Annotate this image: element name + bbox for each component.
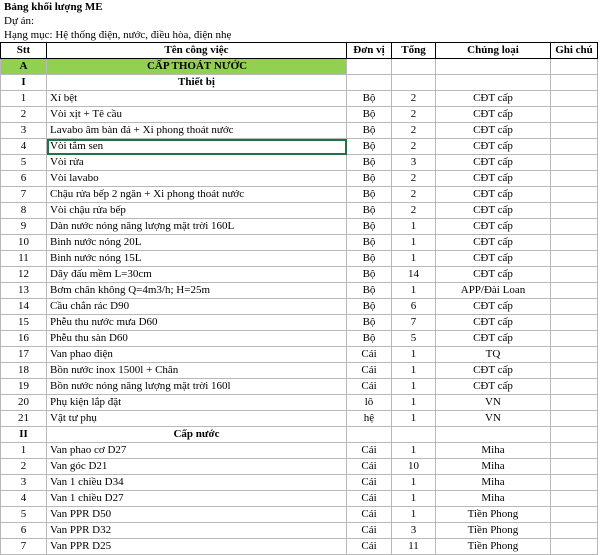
- cell-note[interactable]: [551, 379, 598, 395]
- cell-total[interactable]: 1: [392, 219, 436, 235]
- cell-note[interactable]: [551, 123, 598, 139]
- cell-note[interactable]: [551, 395, 598, 411]
- cell-total[interactable]: 6: [392, 299, 436, 315]
- cell-unit[interactable]: Bộ: [347, 283, 392, 299]
- table-row: [1, 539, 598, 555]
- cell-total[interactable]: 1: [392, 379, 436, 395]
- cell-stt[interactable]: 19: [1, 379, 47, 395]
- cell-stt[interactable]: 8: [1, 203, 47, 219]
- cell-unit[interactable]: Bộ: [347, 267, 392, 283]
- table-row: [1, 235, 598, 251]
- cell-stt[interactable]: 1: [1, 91, 47, 107]
- cell-unit[interactable]: hệ: [347, 411, 392, 427]
- cell-total[interactable]: 5: [392, 331, 436, 347]
- cell[interactable]: [392, 75, 436, 91]
- cell-type[interactable]: CĐT cấp: [436, 91, 551, 107]
- cell-total[interactable]: 1: [392, 347, 436, 363]
- cell-unit[interactable]: Cái: [347, 539, 392, 555]
- cell-stt[interactable]: 15: [1, 315, 47, 331]
- cell-stt[interactable]: 5: [1, 155, 47, 171]
- cell-name[interactable]: Bồn nước nóng năng lượng mặt trời 160l: [47, 379, 347, 395]
- col-header-total[interactable]: Tổng: [392, 43, 436, 59]
- cell-stt[interactable]: 7: [1, 187, 47, 203]
- cell-note[interactable]: [551, 443, 598, 459]
- table-row: [1, 139, 598, 155]
- section-a-row: [1, 59, 598, 75]
- cell-unit[interactable]: Cái: [347, 507, 392, 523]
- cell-stt[interactable]: 4: [1, 491, 47, 507]
- col-header-name[interactable]: Tên công việc: [47, 43, 347, 59]
- cell-note[interactable]: [551, 267, 598, 283]
- cell-stt[interactable]: 12: [1, 267, 47, 283]
- cell[interactable]: [436, 59, 551, 75]
- cell-stt[interactable]: 3: [1, 475, 47, 491]
- cell-type[interactable]: CĐT cấp: [436, 187, 551, 203]
- cell-total[interactable]: 1: [392, 395, 436, 411]
- cell-note[interactable]: [551, 171, 598, 187]
- cell-stt[interactable]: 17: [1, 347, 47, 363]
- table-row: [1, 491, 598, 507]
- table-row: [1, 107, 598, 123]
- cell[interactable]: [551, 59, 598, 75]
- cell-name[interactable]: Vòi tắm sen: [47, 139, 347, 155]
- cell-note[interactable]: [551, 459, 598, 475]
- cell-stt[interactable]: 1: [1, 443, 47, 459]
- cell-total[interactable]: 2: [392, 107, 436, 123]
- col-header-type[interactable]: Chủng loại: [436, 43, 551, 59]
- section-a-code[interactable]: A: [1, 59, 47, 75]
- cell-unit[interactable]: Bộ: [347, 331, 392, 347]
- cell-note[interactable]: [551, 523, 598, 539]
- cell-name[interactable]: Lavabo âm bàn đá + Xi phong thoát nước: [47, 123, 347, 139]
- table-row: [1, 315, 598, 331]
- cell-name[interactable]: Van phao điện: [47, 347, 347, 363]
- section-a-title[interactable]: CẤP THOÁT NƯỚC: [47, 59, 347, 75]
- cell[interactable]: [392, 427, 436, 443]
- cell[interactable]: [551, 75, 598, 91]
- cell-note[interactable]: [551, 203, 598, 219]
- cell-unit[interactable]: Cái: [347, 347, 392, 363]
- cell-type[interactable]: CĐT cấp: [436, 203, 551, 219]
- cell-name[interactable]: Cầu chắn rác D90: [47, 299, 347, 315]
- cell-name[interactable]: Van 1 chiều D34: [47, 475, 347, 491]
- cell-stt[interactable]: 6: [1, 171, 47, 187]
- table-row: [1, 459, 598, 475]
- cell-name[interactable]: Dàn nước nóng năng lượng mặt trời 160L: [47, 219, 347, 235]
- table-row: [1, 443, 598, 459]
- cell-unit[interactable]: Bộ: [347, 315, 392, 331]
- cell-note[interactable]: [551, 91, 598, 107]
- table-row: [1, 187, 598, 203]
- cell-note[interactable]: [551, 363, 598, 379]
- cell-note[interactable]: [551, 235, 598, 251]
- cell-name[interactable]: Van 1 chiều D27: [47, 491, 347, 507]
- cell-name[interactable]: Bình nước nóng 15L: [47, 251, 347, 267]
- cell-type[interactable]: CĐT cấp: [436, 139, 551, 155]
- cell-total[interactable]: 2: [392, 203, 436, 219]
- cell-type[interactable]: Miha: [436, 475, 551, 491]
- cell-name[interactable]: Vòi chậu rửa bếp: [47, 203, 347, 219]
- cell-unit[interactable]: Bộ: [347, 299, 392, 315]
- cell-total[interactable]: 1: [392, 491, 436, 507]
- cell-name[interactable]: Dây đấu mềm L=30cm: [47, 267, 347, 283]
- cell-unit[interactable]: Bộ: [347, 171, 392, 187]
- table-row: [1, 283, 598, 299]
- cell-type[interactable]: CĐT cấp: [436, 379, 551, 395]
- cell[interactable]: [347, 427, 392, 443]
- cell-stt[interactable]: 3: [1, 123, 47, 139]
- cell[interactable]: [392, 59, 436, 75]
- cell-unit[interactable]: Bộ: [347, 139, 392, 155]
- cell-type[interactable]: CĐT cấp: [436, 267, 551, 283]
- cell-name[interactable]: Van PPR D25: [47, 539, 347, 555]
- cell-type[interactable]: CĐT cấp: [436, 155, 551, 171]
- table-row: [1, 251, 598, 267]
- cell-stt[interactable]: 16: [1, 331, 47, 347]
- cell-unit[interactable]: Cái: [347, 443, 392, 459]
- cell-unit[interactable]: Bộ: [347, 251, 392, 267]
- cell-stt[interactable]: 2: [1, 107, 47, 123]
- column-header-row: [1, 43, 598, 59]
- table-row: [1, 507, 598, 523]
- table-row: [1, 475, 598, 491]
- group-1-row: [1, 75, 598, 91]
- cell-total[interactable]: 3: [392, 523, 436, 539]
- table-row: [1, 91, 598, 107]
- cell-type[interactable]: TQ: [436, 347, 551, 363]
- cell-total[interactable]: 2: [392, 187, 436, 203]
- cell-type[interactable]: Miha: [436, 443, 551, 459]
- cell-name[interactable]: Phễu thu nước mưa D60: [47, 315, 347, 331]
- cell-total[interactable]: 2: [392, 91, 436, 107]
- cell-unit[interactable]: Bộ: [347, 91, 392, 107]
- cell-stt[interactable]: 10: [1, 235, 47, 251]
- cell-unit[interactable]: lô: [347, 395, 392, 411]
- cell-unit[interactable]: Cái: [347, 363, 392, 379]
- cell-note[interactable]: [551, 331, 598, 347]
- cell-type[interactable]: Tiền Phong: [436, 523, 551, 539]
- cell-name[interactable]: Vòi lavabo: [47, 171, 347, 187]
- cell-stt[interactable]: 18: [1, 363, 47, 379]
- cell[interactable]: [436, 75, 551, 91]
- group-1-code[interactable]: I: [1, 75, 47, 91]
- cell-name[interactable]: Van phao cơ D27: [47, 443, 347, 459]
- table-row: [1, 379, 598, 395]
- cell-type[interactable]: CĐT cấp: [436, 331, 551, 347]
- cell-name[interactable]: Van PPR D32: [47, 523, 347, 539]
- cell-type[interactable]: CĐT cấp: [436, 315, 551, 331]
- cell-total[interactable]: 1: [392, 475, 436, 491]
- cell-type[interactable]: Miha: [436, 491, 551, 507]
- cell-total[interactable]: 10: [392, 459, 436, 475]
- cell-total[interactable]: 1: [392, 283, 436, 299]
- table-row: [1, 395, 598, 411]
- cell-unit[interactable]: Cái: [347, 523, 392, 539]
- cell-name[interactable]: Vòi rửa: [47, 155, 347, 171]
- cell-unit[interactable]: Cái: [347, 475, 392, 491]
- table-row: [1, 331, 598, 347]
- cell-stt[interactable]: 9: [1, 219, 47, 235]
- cell-type[interactable]: CĐT cấp: [436, 107, 551, 123]
- cell-note[interactable]: [551, 251, 598, 267]
- project-label[interactable]: Dự án:: [4, 15, 35, 27]
- group-2-code[interactable]: II: [1, 427, 47, 443]
- cell-type[interactable]: CĐT cấp: [436, 219, 551, 235]
- cell-name[interactable]: Chậu rửa bếp 2 ngăn + Xi phong thoát nước: [47, 187, 347, 203]
- cell-note[interactable]: [551, 507, 598, 523]
- col-header-note[interactable]: Ghi chú: [551, 43, 598, 59]
- cell-name[interactable]: Vòi xịt + Tê cầu: [47, 107, 347, 123]
- table-row: [1, 171, 598, 187]
- col-header-stt[interactable]: Stt: [1, 43, 47, 59]
- cell-unit[interactable]: Cái: [347, 491, 392, 507]
- cell-unit[interactable]: Bộ: [347, 235, 392, 251]
- category-label[interactable]: Hạng mục: Hệ thống điện, nước, điều hòa, điện nhẹ: [4, 29, 232, 41]
- cell-type[interactable]: Tiền Phong: [436, 507, 551, 523]
- cell-type[interactable]: CĐT cấp: [436, 299, 551, 315]
- cell-total[interactable]: 2: [392, 123, 436, 139]
- sheet-title[interactable]: Bảng khối lượng ME: [4, 1, 103, 13]
- cell-total[interactable]: 2: [392, 139, 436, 155]
- cell-total[interactable]: 7: [392, 315, 436, 331]
- table-row: [1, 219, 598, 235]
- cell-total[interactable]: 1: [392, 235, 436, 251]
- cell-unit[interactable]: Bộ: [347, 155, 392, 171]
- table-row: [1, 155, 598, 171]
- cell-note[interactable]: [551, 475, 598, 491]
- cell-name[interactable]: Van PPR D50: [47, 507, 347, 523]
- cell-note[interactable]: [551, 315, 598, 331]
- cell-stt[interactable]: 6: [1, 523, 47, 539]
- cell-note[interactable]: [551, 107, 598, 123]
- cell-name[interactable]: Vật tư phụ: [47, 411, 347, 427]
- cell-name[interactable]: Phễu thu sàn D60: [47, 331, 347, 347]
- cell-unit[interactable]: Bộ: [347, 123, 392, 139]
- cell-name[interactable]: Phụ kiện lắp đặt: [47, 395, 347, 411]
- cell-total[interactable]: 11: [392, 539, 436, 555]
- cell-note[interactable]: [551, 539, 598, 555]
- table-row: [1, 267, 598, 283]
- cell-total[interactable]: 1: [392, 363, 436, 379]
- cell-name[interactable]: Bồn nước inox 1500l + Chân: [47, 363, 347, 379]
- cell-type[interactable]: CĐT cấp: [436, 363, 551, 379]
- cell[interactable]: [436, 427, 551, 443]
- group-2-row: [1, 427, 598, 443]
- cell-note[interactable]: [551, 299, 598, 315]
- cell-total[interactable]: 1: [392, 411, 436, 427]
- cell-stt[interactable]: 13: [1, 283, 47, 299]
- cell-stt[interactable]: 5: [1, 507, 47, 523]
- table-row: [1, 411, 598, 427]
- cell-note[interactable]: [551, 155, 598, 171]
- cell-total[interactable]: 14: [392, 267, 436, 283]
- table-row: [1, 523, 598, 539]
- cell-unit[interactable]: Bộ: [347, 203, 392, 219]
- cell-type[interactable]: Tiền Phong: [436, 539, 551, 555]
- cell-unit[interactable]: Cái: [347, 459, 392, 475]
- table-row: [1, 347, 598, 363]
- cell[interactable]: [551, 427, 598, 443]
- table-row: [1, 299, 598, 315]
- cell-total[interactable]: 1: [392, 443, 436, 459]
- cell-unit[interactable]: Bộ: [347, 107, 392, 123]
- cell-name[interactable]: Xí bệt: [47, 91, 347, 107]
- cell-stt[interactable]: 11: [1, 251, 47, 267]
- cell-unit[interactable]: Bộ: [347, 219, 392, 235]
- cell-name[interactable]: Van góc D21: [47, 459, 347, 475]
- cell-type[interactable]: APP/Đài Loan: [436, 283, 551, 299]
- cell-note[interactable]: [551, 283, 598, 299]
- col-header-unit[interactable]: Đơn vị: [347, 43, 392, 59]
- cell-type[interactable]: VN: [436, 395, 551, 411]
- cell-type[interactable]: CĐT cấp: [436, 123, 551, 139]
- cell-type[interactable]: CĐT cấp: [436, 171, 551, 187]
- cell-stt[interactable]: 20: [1, 395, 47, 411]
- cell-note[interactable]: [551, 491, 598, 507]
- cell-total[interactable]: 1: [392, 251, 436, 267]
- cell-unit[interactable]: Bộ: [347, 187, 392, 203]
- group-2-title[interactable]: Cấp nước: [47, 427, 347, 443]
- cell-note[interactable]: [551, 347, 598, 363]
- cell-note[interactable]: [551, 139, 598, 155]
- group-1-title[interactable]: Thiết bị: [47, 75, 347, 91]
- cell[interactable]: [347, 59, 392, 75]
- cell-stt[interactable]: 14: [1, 299, 47, 315]
- quantity-table: [0, 42, 598, 555]
- table-row: [1, 123, 598, 139]
- cell-stt[interactable]: 21: [1, 411, 47, 427]
- cell-stt[interactable]: 4: [1, 139, 47, 155]
- table-row: [1, 363, 598, 379]
- cell-total[interactable]: 1: [392, 507, 436, 523]
- cell-total[interactable]: 2: [392, 171, 436, 187]
- cell-stt[interactable]: 2: [1, 459, 47, 475]
- cell-note[interactable]: [551, 219, 598, 235]
- cell-note[interactable]: [551, 187, 598, 203]
- cell-type[interactable]: CĐT cấp: [436, 235, 551, 251]
- cell-note[interactable]: [551, 411, 598, 427]
- table-row: [1, 203, 598, 219]
- cell-type[interactable]: Miha: [436, 459, 551, 475]
- cell-total[interactable]: 3: [392, 155, 436, 171]
- cell-unit[interactable]: Cái: [347, 379, 392, 395]
- cell-stt[interactable]: 7: [1, 539, 47, 555]
- cell-name[interactable]: Bình nước nóng 20L: [47, 235, 347, 251]
- cell-name[interactable]: Bơm chân không Q=4m3/h; H=25m: [47, 283, 347, 299]
- cell[interactable]: [347, 75, 392, 91]
- cell-type[interactable]: VN: [436, 411, 551, 427]
- cell-type[interactable]: CĐT cấp: [436, 251, 551, 267]
